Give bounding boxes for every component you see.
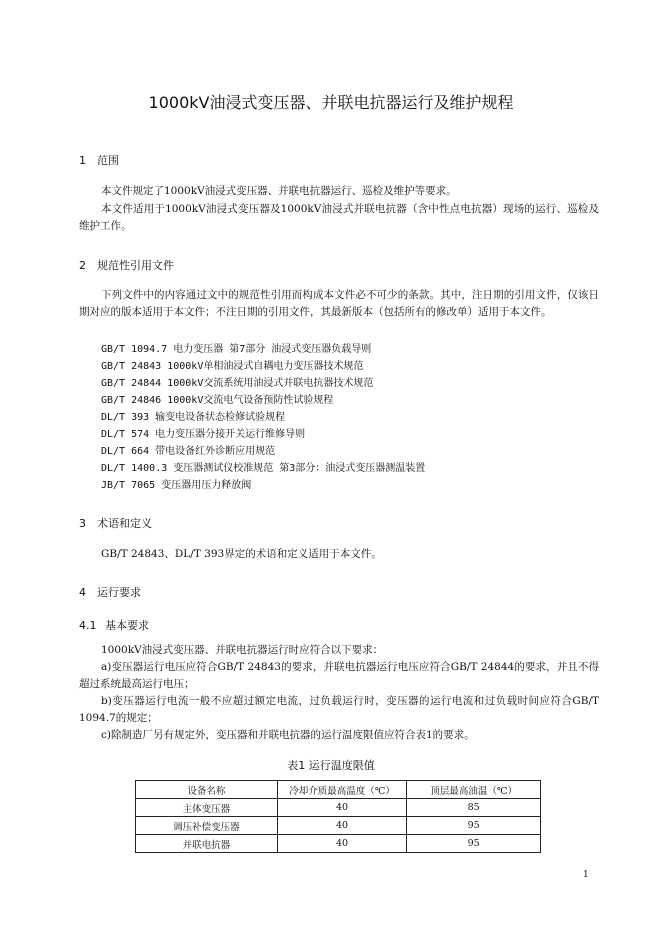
table-cell: 主体变压器 xyxy=(136,799,278,817)
reference-item: DL/T 574 电力变压器分接开关运行维修导则 xyxy=(101,429,306,440)
section-1-heading xyxy=(79,152,119,168)
section-number: 4 xyxy=(79,586,86,599)
table-caption: 表1 运行温度限值 xyxy=(287,759,375,772)
document-title: 1000kV油浸式变压器、并联电抗器运行及维护规程 xyxy=(148,93,514,112)
table-cell: 并联电抗器 xyxy=(136,835,278,853)
reference-item: DL/T 393 输变电设备状态检修试验规程 xyxy=(101,412,286,423)
table-header-cell: 顶层最高油温（℃） xyxy=(407,781,541,799)
section-title: 规范性引用文件 xyxy=(97,259,174,272)
section-4-1-heading xyxy=(79,617,149,633)
section-title: 范围 xyxy=(97,154,119,167)
section-number: 3 xyxy=(79,517,86,530)
section-3-heading xyxy=(79,515,152,531)
table-cell: 40 xyxy=(277,817,407,835)
section-2-heading xyxy=(79,257,174,273)
table-header-cell: 设备名称 xyxy=(136,781,278,799)
table-cell: 95 xyxy=(407,835,541,853)
reference-item: GB/T 24843 1000kV单相油浸式自耦电力变压器技术规范 xyxy=(101,361,364,372)
reference-item: GB/T 1094.7 电力变压器 第7部分 油浸式变压器负载导则 xyxy=(101,344,372,355)
paragraph-terms: GB/T 24843、DL/T 393界定的术语和定义适用于本文件。 xyxy=(101,548,382,560)
table-cell: 85 xyxy=(407,799,541,817)
section-number: 4.1 xyxy=(79,619,97,632)
paragraph-scope-1: 本文件规定了1000kV油浸式变压器、并联电抗器运行、巡检及维护等要求。 xyxy=(101,185,457,197)
reference-item: GB/T 24844 1000kV交流系统用油浸式并联电抗器技术规范 xyxy=(101,378,374,389)
section-title: 运行要求 xyxy=(97,586,141,599)
reference-item: DL/T 1400.3 变压器测试仪校准规范 第3部分：油浸式变压器测温装置 xyxy=(101,463,426,474)
table-row xyxy=(136,835,541,853)
table-cell: 40 xyxy=(277,799,407,817)
paragraph-normative-refs: 下列文件中的内容通过文中的规范性引用而构成本文件必不可少的条款。其中，注日期的引用文件，仅该日期对应的版本适用于本文件；不注日期的引用文件，其最新版本（包括所有的修改单）适用于本文件。 xyxy=(79,289,599,318)
table-cell: 调压补偿变压器 xyxy=(136,817,278,835)
paragraph-scope-2: 本文件适用于1000kV油浸式变压器及1000kV油浸式并联电抗器（含中性点电抗器）现场的运行、巡检及维护工作。 xyxy=(79,203,599,232)
section-title: 术语和定义 xyxy=(97,517,152,530)
page-number: 1 xyxy=(583,870,589,880)
temperature-limits-table xyxy=(135,780,541,853)
table-cell: 95 xyxy=(407,817,541,835)
section-title: 基本要求 xyxy=(105,619,149,632)
reference-item: JB/T 7065 变压器用压力释放阀 xyxy=(101,480,252,491)
reference-item: GB/T 24846 1000kV交流电气设备预防性试验规程 xyxy=(101,395,334,406)
section-4-heading xyxy=(79,584,141,600)
paragraph-req-a: a)变压器运行电压应符合GB/T 24843的要求，并联电抗器运行电压应符合GB/T 24844的要求，并且不得超过系统最高运行电压； xyxy=(79,661,599,690)
section-number: 1 xyxy=(79,154,86,167)
paragraph-req-b: b)变压器运行电流一般不应超过额定电流，过负载运行时，变压器的运行电流和过负载时间应符合GB/T 1094.7的规定； xyxy=(79,695,599,724)
paragraph-req-c: c)除制造厂另有规定外，变压器和并联电抗器的运行温度限值应符合表1的要求。 xyxy=(101,729,475,741)
paragraph-basic-req: 1000kV油浸式变压器、并联电抗器运行时应符合以下要求： xyxy=(101,644,384,656)
reference-item: DL/T 664 带电设备红外诊断应用规范 xyxy=(101,446,276,457)
table-header-row xyxy=(136,781,541,799)
table-row xyxy=(136,799,541,817)
table-header-cell: 冷却介质最高温度（℃） xyxy=(277,781,407,799)
table-row xyxy=(136,817,541,835)
section-number: 2 xyxy=(79,259,86,272)
table-cell: 40 xyxy=(277,835,407,853)
